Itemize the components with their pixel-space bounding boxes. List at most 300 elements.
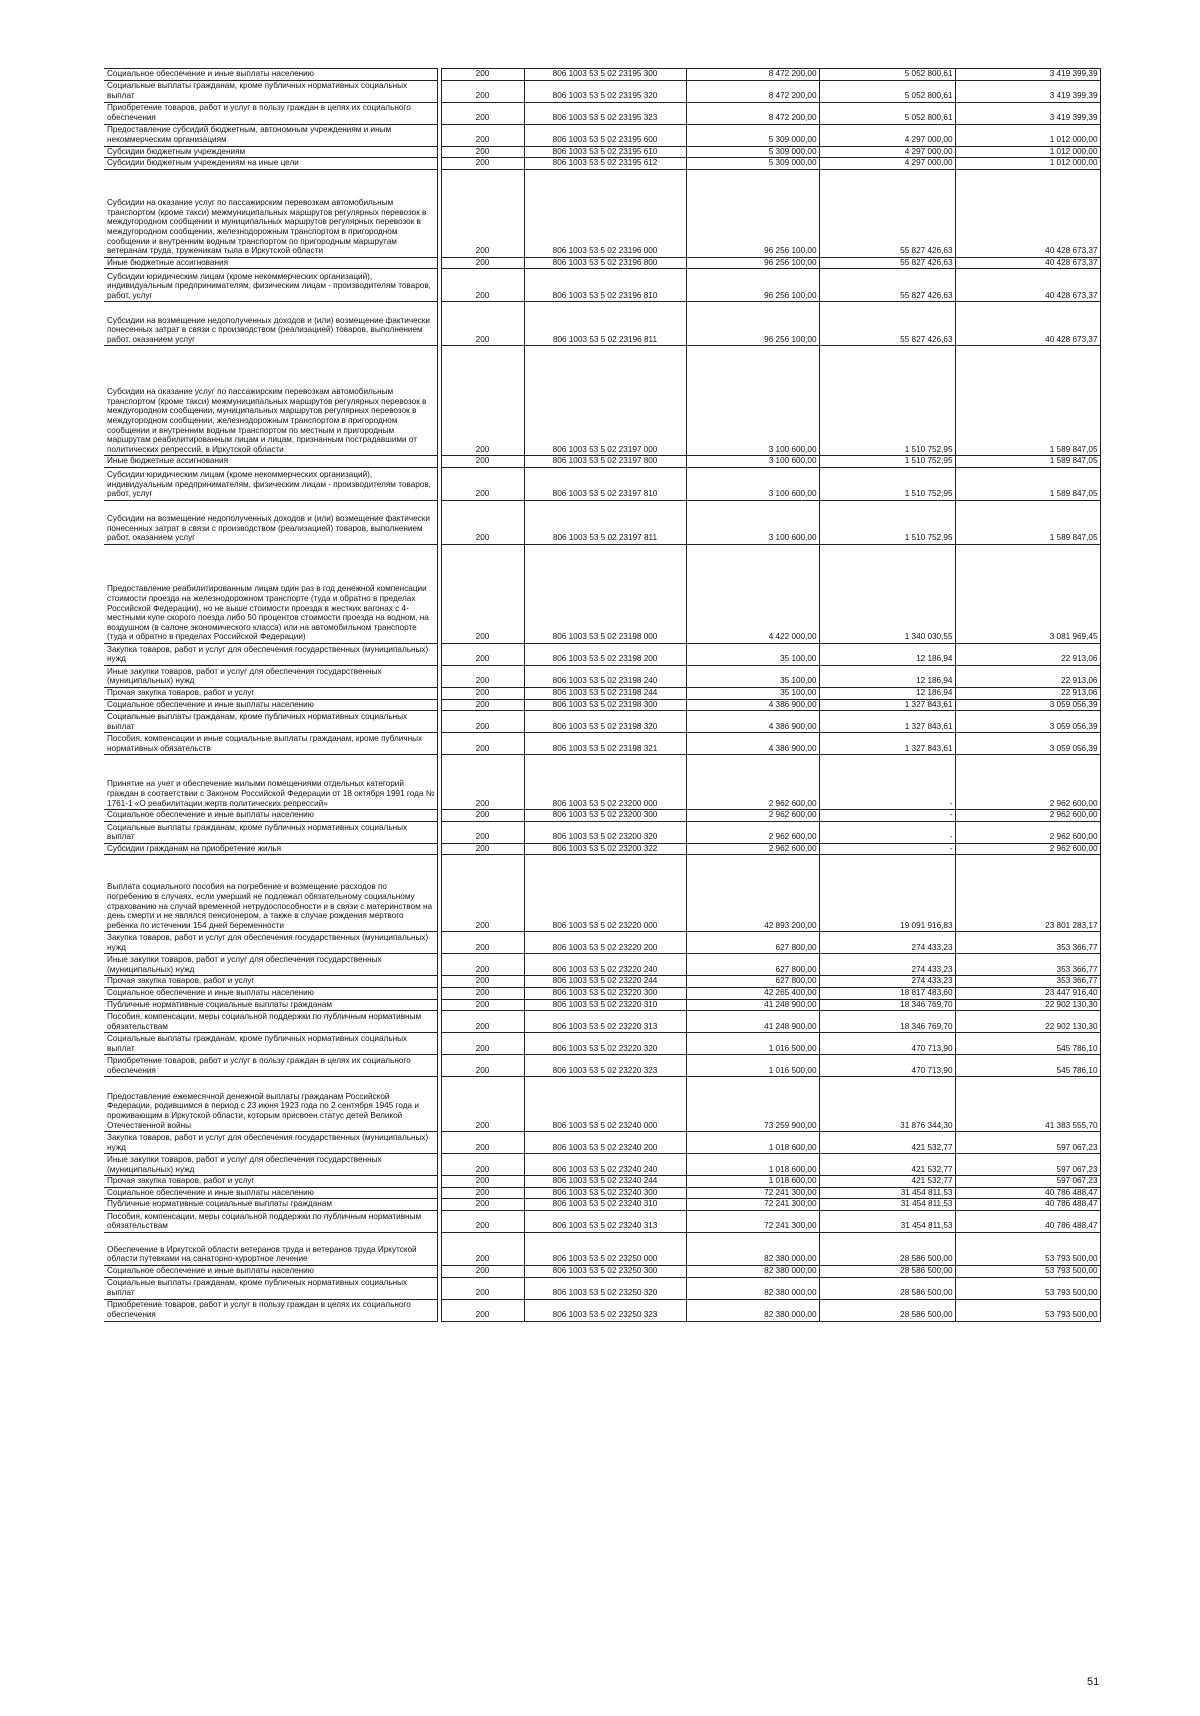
row-kbk-text: 806 1003 53 5 02 23197 810	[552, 489, 658, 499]
row-executed	[819, 1277, 955, 1299]
row-remaining	[955, 643, 1100, 665]
row-name-text: Пособия, компенсации и иные социальные выплаты гражданам, кроме публичных нормативных обязательств	[107, 733, 423, 753]
row-code-text: 200	[475, 920, 490, 930]
row-approved	[686, 69, 819, 81]
row-kbk-text: 806 1003 53 5 02 23220 320	[552, 1043, 658, 1053]
row-remaining-text: 23 801 283,17	[1045, 920, 1098, 930]
row-kbk	[524, 1199, 686, 1211]
row-code-text: 200	[475, 135, 490, 144]
row-name	[104, 821, 437, 843]
row-remaining	[955, 733, 1100, 755]
row-executed-text: 4 297 000,00	[904, 146, 953, 156]
row-kbk-text: 806 1003 53 5 02 23240 300	[552, 1187, 658, 1197]
row-name	[104, 1033, 437, 1055]
row-approved-text: 1 016 500,00	[768, 1043, 817, 1053]
row-executed-text: 28 586 500,00	[900, 1287, 953, 1297]
row-name	[104, 146, 437, 158]
row-kbk	[524, 69, 686, 81]
row-name	[104, 932, 437, 954]
row-remaining	[955, 1132, 1100, 1154]
row-remaining-text: 3 059 056,39	[1049, 743, 1098, 753]
row-remaining-text: 1 012 000,00	[1049, 158, 1098, 168]
row-code-text: 200	[475, 1199, 490, 1209]
row-executed-text: 5 052 800,61	[904, 113, 953, 122]
row-executed-text: 470 713,90	[911, 1043, 953, 1053]
table-row	[104, 1176, 1100, 1188]
row-executed	[819, 1176, 955, 1188]
row-name-text: Субсидии на оказание услуг по пассажирским перевозкам автомобильным транспортом (кроме такси) межмуниципальных маршрутов регулярных перевозок в междугородном сообщении и муниципальных маршрутов регулярных перевозок в междугородном сообщении, железнодорожным транспортом в пригородном сообщении и внутренним водным транспортом по пригородным маршрутам ветеранам труда, труженикам тыла в Иркутской области	[107, 198, 427, 256]
row-kbk-text: 806 1003 53 5 02 23240 200	[552, 1142, 658, 1152]
row-kbk	[524, 1176, 686, 1188]
row-approved	[686, 687, 819, 699]
row-code-text: 200	[475, 721, 490, 731]
row-kbk	[524, 1299, 686, 1321]
table-row	[104, 711, 1100, 733]
row-code	[441, 987, 524, 999]
row-approved-text: 2 962 600,00	[768, 843, 817, 853]
row-approved	[686, 500, 819, 544]
row-executed-text: 274 433,23	[911, 942, 953, 952]
table-row	[104, 1277, 1100, 1299]
row-executed	[819, 80, 955, 102]
row-kbk	[524, 687, 686, 699]
row-kbk-text: 806 1003 53 5 02 23220 310	[552, 999, 658, 1009]
row-executed	[819, 999, 955, 1011]
row-executed-text: 4 297 000,00	[904, 135, 953, 144]
row-remaining	[955, 1011, 1100, 1033]
row-kbk-text: 806 1003 53 5 02 23198 244	[552, 687, 658, 697]
row-remaining	[955, 976, 1100, 988]
row-approved	[686, 1077, 819, 1132]
row-kbk-text: 806 1003 53 5 02 23198 000	[552, 632, 658, 642]
row-approved-text: 96 256 100,00	[764, 334, 817, 344]
table-row	[104, 843, 1100, 855]
row-kbk	[524, 1232, 686, 1265]
row-executed-text: 421 532,77	[911, 1142, 953, 1152]
row-approved	[686, 102, 819, 124]
row-kbk-text: 806 1003 53 5 02 23240 000	[552, 1120, 658, 1130]
row-kbk-text: 806 1003 53 5 02 23200 000	[552, 798, 658, 808]
row-kbk-text: 806 1003 53 5 02 23197 800	[552, 456, 658, 466]
row-name	[104, 158, 437, 170]
table-row	[104, 1265, 1100, 1277]
row-executed	[819, 976, 955, 988]
table-row	[104, 1187, 1100, 1199]
row-remaining	[955, 1265, 1100, 1277]
row-name	[104, 987, 437, 999]
row-kbk	[524, 146, 686, 158]
row-remaining	[955, 302, 1100, 346]
row-approved	[686, 855, 819, 932]
row-executed	[819, 821, 955, 843]
row-approved-text: 96 256 100,00	[764, 246, 817, 256]
row-remaining-text: 1 589 847,05	[1049, 489, 1098, 499]
row-code	[441, 1055, 524, 1077]
row-name	[104, 456, 437, 468]
row-name-text: Прочая закупка товаров, работ и услуг	[107, 976, 255, 986]
row-name-text: Пособия, компенсации, меры социальной поддержки по публичным нормативным обязательствам	[107, 1211, 422, 1231]
row-executed-text: 31 454 811,53	[900, 1221, 953, 1231]
row-remaining-text: 2 962 600,00	[1049, 798, 1098, 808]
row-name-text: Социальные выплаты гражданам, кроме публичных нормативных социальных выплат	[107, 1278, 408, 1297]
row-remaining	[955, 1277, 1100, 1299]
row-name	[104, 1187, 437, 1199]
table-row	[104, 146, 1100, 158]
row-name-text: Социальные выплаты гражданам, кроме публичных нормативных социальных выплат	[107, 81, 408, 100]
row-code-text: 200	[475, 113, 490, 122]
row-executed-text: 421 532,77	[911, 1164, 953, 1174]
row-approved-text: 2 962 600,00	[768, 798, 817, 808]
table-row	[104, 733, 1100, 755]
row-name-text: Публичные нормативные социальные выплаты гражданам	[107, 999, 332, 1009]
row-executed	[819, 1265, 955, 1277]
table-row	[104, 932, 1100, 954]
row-executed-text: -	[949, 810, 953, 820]
row-name	[104, 687, 437, 699]
row-executed	[819, 733, 955, 755]
row-approved	[686, 544, 819, 643]
row-kbk	[524, 80, 686, 102]
row-executed-text: 1 510 752,95	[904, 456, 953, 466]
row-code	[441, 954, 524, 976]
row-approved-text: 8 472 200,00	[768, 113, 817, 122]
row-approved-text: 96 256 100,00	[764, 290, 817, 300]
row-name	[104, 169, 437, 257]
row-remaining	[955, 1210, 1100, 1232]
row-approved	[686, 954, 819, 976]
row-remaining-text: 597 067,23	[1056, 1176, 1098, 1186]
row-code	[441, 687, 524, 699]
row-code	[441, 456, 524, 468]
row-executed	[819, 269, 955, 302]
table-row	[104, 810, 1100, 822]
row-remaining-text: 22 902 130,30	[1045, 1021, 1098, 1031]
table-row	[104, 954, 1100, 976]
row-code	[441, 643, 524, 665]
row-code-text: 200	[475, 1021, 490, 1031]
row-executed-text: 55 827 426,63	[900, 257, 953, 267]
row-executed-text: 470 713,90	[911, 1065, 953, 1075]
row-kbk-text: 806 1003 53 5 02 23240 240	[552, 1164, 658, 1174]
row-remaining	[955, 158, 1100, 170]
row-code	[441, 932, 524, 954]
row-remaining	[955, 102, 1100, 124]
row-approved-text: 8 472 200,00	[768, 69, 817, 78]
row-name-text: Субсидии на возмещение недополученных доходов и (или) возмещение фактически понесенных затрат в связи с производством (реализацией) товаров, выполнением работ, оказанием услуг	[107, 315, 430, 344]
row-remaining	[955, 500, 1100, 544]
row-executed	[819, 954, 955, 976]
row-executed	[819, 158, 955, 170]
row-name-text: Предоставление субсидий бюджетным, автономным учреждениям и иным некоммерческим организациям	[107, 125, 392, 144]
row-code-text: 200	[475, 1043, 490, 1053]
row-code-text: 200	[475, 976, 490, 986]
row-remaining-text: 22 913,06	[1061, 654, 1098, 664]
row-remaining-text: 2 962 600,00	[1049, 810, 1098, 820]
row-executed-text: 18 817 483,60	[900, 987, 953, 997]
row-kbk-text: 806 1003 53 5 02 23196 800	[552, 257, 658, 267]
row-name-text: Социальное обеспечение и иные выплаты населению	[107, 699, 314, 709]
row-code	[441, 1265, 524, 1277]
row-remaining	[955, 665, 1100, 687]
row-approved-text: 627 800,00	[775, 976, 817, 986]
row-approved-text: 42 893 200,00	[764, 920, 817, 930]
row-name	[104, 1055, 437, 1077]
row-executed-text: 1 327 843,61	[904, 743, 953, 753]
row-code-text: 200	[475, 964, 490, 974]
row-approved-text: 1 018 600,00	[768, 1176, 817, 1186]
row-executed	[819, 1154, 955, 1176]
row-approved-text: 72 241 300,00	[764, 1187, 817, 1197]
row-executed	[819, 1132, 955, 1154]
row-name	[104, 1154, 437, 1176]
row-remaining	[955, 999, 1100, 1011]
row-kbk	[524, 544, 686, 643]
row-name-text: Иные бюджетные ассигнования	[107, 257, 229, 267]
row-kbk	[524, 954, 686, 976]
row-approved-text: 35 100,00	[780, 676, 817, 686]
row-remaining-text: 53 793 500,00	[1045, 1287, 1098, 1297]
row-code-text: 200	[475, 158, 490, 168]
table-row	[104, 855, 1100, 932]
row-remaining	[955, 346, 1100, 456]
page-number: 51	[1087, 1676, 1100, 1688]
row-remaining-text: 3 419 399,39	[1049, 69, 1098, 78]
row-kbk	[524, 269, 686, 302]
row-executed	[819, 544, 955, 643]
row-kbk-text: 806 1003 53 5 02 23200 300	[552, 810, 658, 820]
row-code	[441, 124, 524, 146]
row-executed	[819, 699, 955, 711]
row-name-text: Предоставление ежемесячной денежной выплаты гражданам Российской Федерации, родившимся в период с 23 июня 1923 года по 2 сентября 1945 года и проживающим в Иркутской области, которым присвоен статус детей Великой Отечественной войны	[107, 1091, 419, 1130]
row-kbk	[524, 102, 686, 124]
row-approved	[686, 987, 819, 999]
row-code	[441, 169, 524, 257]
row-remaining	[955, 932, 1100, 954]
table-row	[104, 1132, 1100, 1154]
row-name-text: Выплата социального пособия на погребение и возмещение расходов по погребению в случаях, если умерший не подлежал обязательному социальному страхованию на случай временной нетрудоспособности и в связи с материнством на день смерти и не являлся пенсионером, а также в случае рождения мертвого ребенка по истечении 154 дней беременности	[107, 882, 433, 930]
row-executed-text: 31 876 344,30	[900, 1120, 953, 1130]
row-remaining	[955, 755, 1100, 810]
row-approved-text: 82 380 000,00	[764, 1254, 817, 1264]
row-approved	[686, 124, 819, 146]
row-code	[441, 855, 524, 932]
table-row	[104, 1210, 1100, 1232]
row-executed	[819, 1033, 955, 1055]
row-remaining	[955, 843, 1100, 855]
row-approved	[686, 1055, 819, 1077]
row-kbk	[524, 810, 686, 822]
row-code-text: 200	[475, 456, 490, 466]
row-executed	[819, 1199, 955, 1211]
row-code-text: 200	[475, 69, 490, 78]
row-approved-text: 82 380 000,00	[764, 1265, 817, 1275]
row-executed-text: 5 052 800,61	[904, 91, 953, 100]
row-name	[104, 500, 437, 544]
row-name-text: Социальные выплаты гражданам, кроме публичных нормативных социальных выплат	[107, 1033, 408, 1053]
row-approved-text: 2 962 600,00	[768, 810, 817, 820]
row-kbk	[524, 843, 686, 855]
row-code	[441, 346, 524, 456]
row-remaining-text: 53 793 500,00	[1045, 1254, 1098, 1264]
row-name	[104, 1277, 437, 1299]
row-executed	[819, 467, 955, 500]
row-remaining	[955, 855, 1100, 932]
row-kbk-text: 806 1003 53 5 02 23195 600	[552, 135, 658, 144]
row-name-text: Субсидии на возмещение недополученных доходов и (или) возмещение фактически понесенных затрат в связи с производством (реализацией) товаров, выполнением работ, оказанием услуг	[107, 514, 430, 543]
row-remaining-text: 40 428 673,37	[1045, 246, 1098, 256]
row-remaining	[955, 456, 1100, 468]
row-remaining	[955, 1055, 1100, 1077]
row-executed-text: 28 586 500,00	[900, 1265, 953, 1275]
row-kbk	[524, 999, 686, 1011]
row-approved-text: 35 100,00	[780, 654, 817, 664]
row-approved-text: 4 422 000,00	[768, 632, 817, 642]
row-code-text: 200	[475, 1176, 490, 1186]
row-kbk-text: 806 1003 53 5 02 23198 320	[552, 721, 658, 731]
row-executed-text: 1 510 752,95	[904, 533, 953, 543]
row-kbk-text: 806 1003 53 5 02 23240 310	[552, 1199, 658, 1209]
row-kbk-text: 806 1003 53 5 02 23250 000	[552, 1254, 658, 1264]
row-executed-text: 55 827 426,63	[900, 246, 953, 256]
row-kbk-text: 806 1003 53 5 02 23250 323	[552, 1309, 658, 1319]
row-executed-text: 19 091 916,83	[900, 920, 953, 930]
row-remaining-text: 40 786 488,47	[1045, 1187, 1098, 1197]
row-kbk	[524, 1187, 686, 1199]
row-kbk-text: 806 1003 53 5 02 23198 200	[552, 654, 658, 664]
row-executed-text: -	[949, 832, 953, 842]
row-kbk	[524, 500, 686, 544]
row-approved	[686, 810, 819, 822]
row-approved	[686, 843, 819, 855]
row-approved	[686, 158, 819, 170]
row-executed-text: 1 510 752,95	[904, 444, 953, 454]
row-name-text: Иные закупки товаров, работ и услуг для обеспечения государственных (муниципальных) нужд	[107, 666, 382, 686]
table-row	[104, 102, 1100, 124]
row-name-text: Обеспечение в Иркутской области ветеранов труда и ветеранов труда Иркутской области путевками на санаторно-курортное лечение	[107, 1244, 417, 1264]
row-name-text: Принятие на учет и обеспечение жилыми помещениями отдельных категорий граждан в соответствии с Законом Российской Федерации от 18 октября 1991 года № 1761-1 «О реабилитации жертв политических репрессий»	[107, 779, 435, 808]
row-kbk	[524, 1077, 686, 1132]
row-approved	[686, 1277, 819, 1299]
row-code	[441, 1199, 524, 1211]
row-approved	[686, 257, 819, 269]
row-name	[104, 810, 437, 822]
row-remaining	[955, 146, 1100, 158]
row-kbk	[524, 755, 686, 810]
row-approved-text: 4 386 900,00	[768, 721, 817, 731]
row-approved	[686, 643, 819, 665]
row-code	[441, 158, 524, 170]
row-name	[104, 544, 437, 643]
row-approved	[686, 169, 819, 257]
row-code	[441, 467, 524, 500]
row-kbk-text: 806 1003 53 5 02 23220 300	[552, 987, 658, 997]
table-row	[104, 821, 1100, 843]
row-name	[104, 69, 437, 81]
row-name-text: Субсидии юридическим лицам (кроме некоммерческих организаций), индивидуальным предпринимателям, физическим лицам - производителям товаров, работ, услуг	[107, 271, 431, 300]
row-code	[441, 711, 524, 733]
row-code	[441, 755, 524, 810]
row-code-text: 200	[475, 1309, 490, 1319]
row-kbk-text: 806 1003 53 5 02 23197 811	[552, 533, 658, 543]
row-code	[441, 1299, 524, 1321]
table-row	[104, 665, 1100, 687]
row-approved-text: 3 100 600,00	[768, 533, 817, 543]
row-approved-text: 627 800,00	[775, 964, 817, 974]
row-remaining	[955, 544, 1100, 643]
row-approved	[686, 733, 819, 755]
row-code-text: 200	[475, 743, 490, 753]
row-code	[441, 665, 524, 687]
table-row	[104, 699, 1100, 711]
row-kbk	[524, 643, 686, 665]
row-kbk-text: 806 1003 53 5 02 23250 300	[552, 1265, 658, 1275]
row-approved	[686, 1132, 819, 1154]
row-approved	[686, 999, 819, 1011]
row-remaining-text: 1 589 847,05	[1049, 533, 1098, 543]
row-executed	[819, 69, 955, 81]
row-kbk-text: 806 1003 53 5 02 23195 323	[552, 113, 658, 122]
row-code	[441, 1232, 524, 1265]
row-approved-text: 5 309 000,00	[768, 158, 817, 168]
row-name	[104, 843, 437, 855]
row-name-text: Субсидии гражданам на приобретение жилья	[107, 843, 282, 853]
row-executed	[819, 302, 955, 346]
row-executed	[819, 711, 955, 733]
row-name-text: Публичные нормативные социальные выплаты гражданам	[107, 1199, 332, 1209]
row-kbk-text: 806 1003 53 5 02 23200 322	[552, 843, 658, 853]
row-kbk-text: 806 1003 53 5 02 23200 320	[552, 832, 658, 842]
row-remaining	[955, 80, 1100, 102]
row-code-text: 200	[475, 334, 490, 344]
row-remaining-text: 2 962 600,00	[1049, 832, 1098, 842]
row-approved-text: 35 100,00	[780, 687, 817, 697]
row-kbk	[524, 711, 686, 733]
row-kbk-text: 806 1003 53 5 02 23240 244	[552, 1176, 658, 1186]
row-name	[104, 755, 437, 810]
row-approved	[686, 346, 819, 456]
row-name	[104, 124, 437, 146]
row-executed	[819, 643, 955, 665]
row-remaining-text: 23 447 916,40	[1045, 987, 1098, 997]
row-code-text: 200	[475, 699, 490, 709]
table-row	[104, 346, 1100, 456]
row-executed	[819, 687, 955, 699]
table-row	[104, 500, 1100, 544]
row-kbk	[524, 302, 686, 346]
row-executed-text: 12 186,94	[916, 654, 953, 664]
row-kbk-text: 806 1003 53 5 02 23220 240	[552, 964, 658, 974]
row-name-text: Субсидии бюджетным учреждениям на иные цели	[107, 158, 299, 168]
row-remaining	[955, 1176, 1100, 1188]
row-kbk	[524, 169, 686, 257]
row-kbk	[524, 821, 686, 843]
row-executed	[819, 346, 955, 456]
row-approved	[686, 1176, 819, 1188]
table-row	[104, 80, 1100, 102]
row-executed	[819, 1232, 955, 1265]
row-approved	[686, 665, 819, 687]
row-kbk-text: 806 1003 53 5 02 23198 240	[552, 676, 658, 686]
row-name	[104, 1132, 437, 1154]
row-kbk	[524, 733, 686, 755]
row-executed-text: 5 052 800,61	[904, 69, 953, 78]
row-code-text: 200	[475, 489, 490, 499]
row-code-text: 200	[475, 654, 490, 664]
row-kbk-text: 806 1003 53 5 02 23198 300	[552, 699, 658, 709]
row-name-text: Социальное обеспечение и иные выплаты населению	[107, 987, 314, 997]
row-name	[104, 976, 437, 988]
row-remaining-text: 353 366,77	[1056, 964, 1098, 974]
